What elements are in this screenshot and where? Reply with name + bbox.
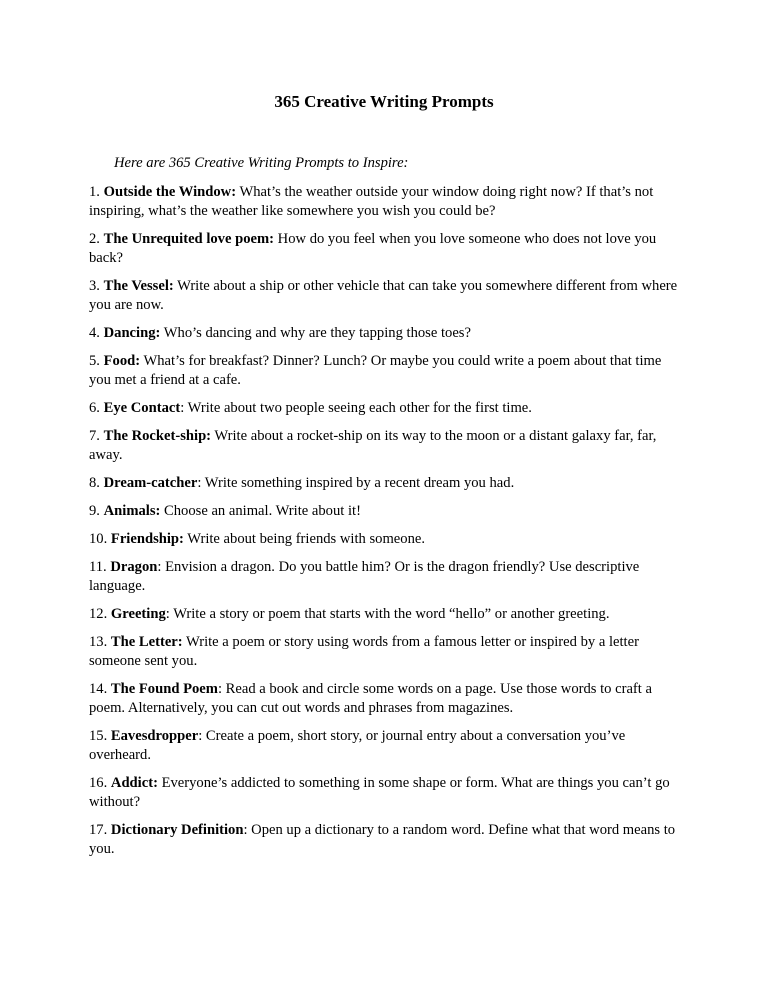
prompt-text: : Envision a dragon. Do you battle him? Or is the dragon friendly? Use descriptive language. bbox=[89, 559, 640, 594]
prompt-text: : Write a story or poem that starts with the word “hello” or another greeting. bbox=[165, 606, 610, 622]
prompt-number: 4. bbox=[89, 325, 100, 341]
prompt-item bbox=[89, 427, 685, 465]
prompt-item bbox=[89, 680, 685, 718]
prompt-number: 14. bbox=[89, 681, 108, 697]
prompt-item bbox=[89, 352, 685, 390]
prompt-text: : Read a book and circle some words on a page. Use those words to craft a poem. Alternatively, you can cut out words and phrases from magazines. bbox=[89, 681, 652, 716]
prompt-text: Write about being friends with someone. bbox=[183, 531, 425, 547]
prompt-heading: Friendship: bbox=[110, 531, 184, 547]
prompt-list bbox=[89, 183, 685, 868]
prompt-item bbox=[89, 277, 685, 315]
prompt-item bbox=[89, 230, 685, 268]
prompt-number: 7. bbox=[89, 428, 100, 444]
prompt-item bbox=[89, 399, 685, 418]
prompt-heading: Dancing: bbox=[103, 325, 161, 341]
prompt-text: Write about a ship or other vehicle that can take you somewhere different from where you are now. bbox=[89, 278, 678, 313]
prompt-number: 10. bbox=[89, 531, 108, 547]
prompt-number: 17. bbox=[89, 822, 108, 838]
prompt-item bbox=[89, 774, 685, 812]
prompt-heading: Food: bbox=[103, 353, 141, 369]
prompt-item bbox=[89, 530, 685, 549]
prompt-item bbox=[89, 605, 685, 624]
prompt-heading: The Vessel: bbox=[103, 278, 174, 294]
prompt-heading: Eye Contact bbox=[103, 400, 181, 416]
document-title: 365 Creative Writing Prompts bbox=[274, 92, 494, 111]
prompt-item bbox=[89, 558, 685, 596]
prompt-text: What’s for breakfast? Dinner? Lunch? Or maybe you could write a poem about that time you met a friend at a cafe. bbox=[89, 353, 662, 388]
prompt-heading: Outside the Window: bbox=[103, 184, 237, 200]
prompt-item bbox=[89, 633, 685, 671]
intro-text: Here are 365 Creative Writing Prompts to Inspire: bbox=[114, 155, 409, 171]
prompt-number: 9. bbox=[89, 503, 100, 519]
prompt-number: 12. bbox=[89, 606, 108, 622]
prompt-item bbox=[89, 324, 685, 343]
prompt-heading: The Rocket-ship: bbox=[103, 428, 212, 444]
prompt-text: : Write something inspired by a recent dream you had. bbox=[197, 475, 515, 491]
prompt-heading: Dragon bbox=[110, 559, 158, 575]
prompt-number: 11. bbox=[89, 559, 107, 575]
prompt-number: 5. bbox=[89, 353, 100, 369]
prompt-number: 1. bbox=[89, 184, 100, 200]
prompt-heading: Greeting bbox=[110, 606, 166, 622]
prompt-number: 3. bbox=[89, 278, 100, 294]
prompt-text: How do you feel when you love someone who does not love you back? bbox=[89, 231, 657, 266]
prompt-heading: Eavesdropper bbox=[110, 728, 199, 744]
prompt-item bbox=[89, 502, 685, 521]
prompt-text: Who’s dancing and why are they tapping those toes? bbox=[160, 325, 471, 341]
prompt-heading: The Letter: bbox=[110, 634, 183, 650]
prompt-number: 15. bbox=[89, 728, 108, 744]
prompt-item bbox=[89, 474, 685, 493]
prompt-text: Everyone’s addicted to something in some shape or form. What are things you can’t go without? bbox=[89, 775, 670, 810]
prompt-heading: Animals: bbox=[103, 503, 161, 519]
prompt-number: 2. bbox=[89, 231, 100, 247]
prompt-number: 6. bbox=[89, 400, 100, 416]
prompt-text: What’s the weather outside your window doing right now? If that’s not inspiring, what’s the weather like somewhere you wish you could be? bbox=[89, 184, 654, 219]
prompt-item bbox=[89, 183, 685, 221]
prompt-heading: The Unrequited love poem: bbox=[103, 231, 275, 247]
prompt-item bbox=[89, 727, 685, 765]
prompt-number: 16. bbox=[89, 775, 108, 791]
prompt-text: Write about a rocket-ship on its way to the moon or a distant galaxy far, far, away. bbox=[89, 428, 657, 463]
prompt-number: 13. bbox=[89, 634, 108, 650]
prompt-heading: Addict: bbox=[110, 775, 158, 791]
prompt-text: Write a poem or story using words from a famous letter or inspired by a letter someone sent you. bbox=[89, 634, 639, 669]
prompt-item bbox=[89, 821, 685, 859]
prompt-text: : Open up a dictionary to a random word. Define what that word means to you. bbox=[89, 822, 676, 857]
prompt-heading: Dictionary Definition bbox=[110, 822, 244, 838]
prompt-heading: The Found Poem bbox=[110, 681, 218, 697]
prompt-text: Choose an animal. Write about it! bbox=[160, 503, 361, 519]
prompt-text: : Create a poem, short story, or journal entry about a conversation you’ve overheard. bbox=[89, 728, 626, 763]
prompt-text: : Write about two people seeing each other for the first time. bbox=[180, 400, 532, 416]
prompt-number: 8. bbox=[89, 475, 100, 491]
prompt-heading: Dream-catcher bbox=[103, 475, 198, 491]
